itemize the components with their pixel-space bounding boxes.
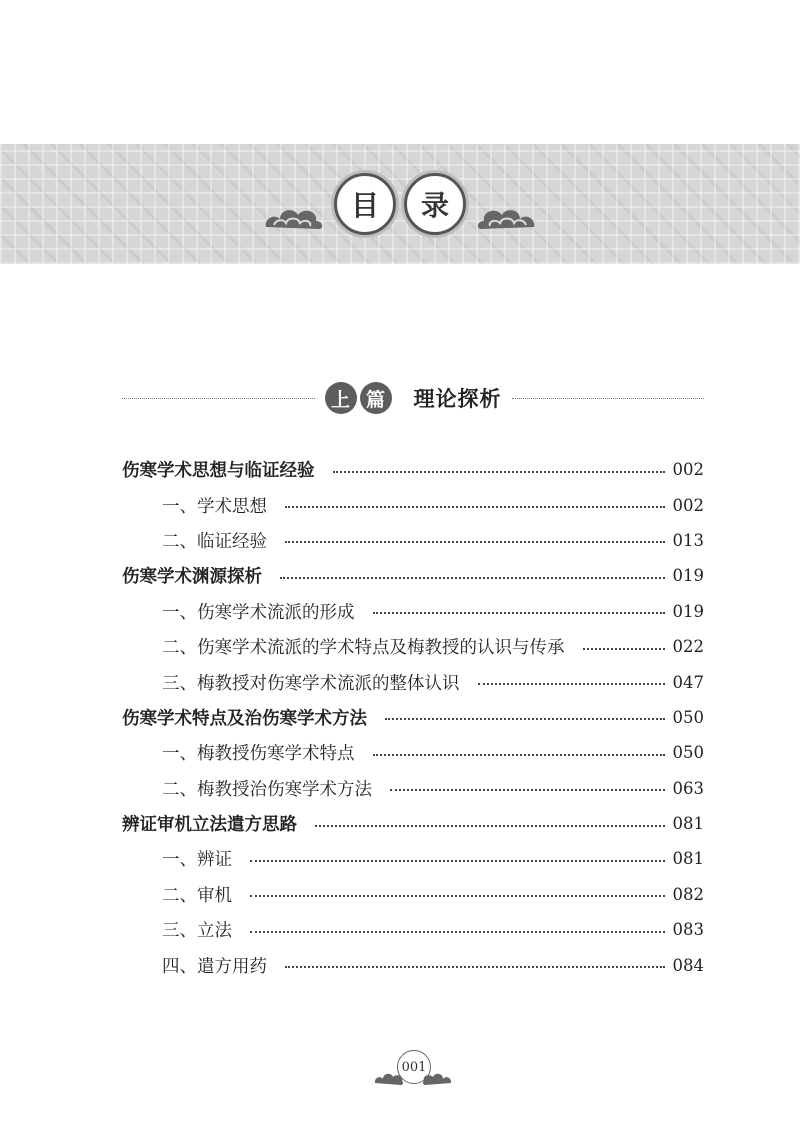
banner-title [0,166,800,242]
toc-entry-page: 081 [672,849,704,869]
toc-entry-page: 013 [672,530,704,550]
table-of-contents [122,452,704,983]
toc-section-entry[interactable] [122,735,704,770]
toc-leader-dots [285,506,665,508]
part-badges [325,382,392,414]
toc-section-entry[interactable] [122,594,704,629]
toc-leader-dots [373,754,665,756]
toc-entry-page: 084 [672,955,704,975]
toc-entry-title: 一、梅教授伤寒学术特点 [162,744,355,765]
toc-chapter-entry[interactable] [122,700,704,735]
toc-leader-dots [280,577,665,579]
title-char-lu: 录 [404,173,466,235]
toc-leader-dots [390,789,665,791]
toc-section-entry[interactable] [122,771,704,806]
toc-leader-dots [478,683,665,685]
toc-entry-title: 二、梅教授治伤寒学术方法 [162,779,372,800]
part-badge: 上 [325,382,357,414]
toc-entry-page: 019 [672,601,704,621]
toc-chapter-entry[interactable] [122,558,704,593]
toc-entry-title: 一、伤寒学术流派的形成 [162,602,355,623]
toc-chapter-entry[interactable] [122,806,704,841]
toc-section-entry[interactable] [122,664,704,699]
toc-entry-page: 050 [672,707,704,727]
part-header [122,378,704,418]
toc-entry-page: 019 [672,566,704,586]
part-rule-right [512,398,705,399]
toc-entry-page: 022 [672,637,704,657]
toc-entry-title: 伤寒学术思想与临证经验 [122,461,315,482]
toc-entry-title: 二、审机 [162,885,232,906]
toc-leader-dots [583,648,665,650]
toc-entry-title: 三、梅教授对伤寒学术流派的整体认识 [162,673,460,694]
toc-section-entry[interactable] [122,947,704,982]
toc-entry-title: 一、学术思想 [162,496,267,517]
toc-entry-page: 050 [672,743,704,763]
toc-entry-page: 002 [672,495,704,515]
toc-leader-dots [285,966,665,968]
toc-entry-title: 二、伤寒学术流派的学术特点及梅教授的认识与传承 [162,638,565,659]
toc-leader-dots [250,895,665,897]
toc-entry-title: 二、临证经验 [162,531,267,552]
toc-section-entry[interactable] [122,629,704,664]
part-badge: 篇 [360,382,392,414]
toc-entry-title: 辨证审机立法遣方思路 [122,815,297,836]
toc-section-entry[interactable] [122,877,704,912]
toc-leader-dots [373,612,665,614]
toc-entry-title: 伤寒学术渊源探析 [122,567,262,588]
toc-leader-dots [333,471,665,473]
toc-entry-page: 083 [672,920,704,940]
toc-section-entry[interactable] [122,523,704,558]
toc-entry-title: 一、辨证 [162,850,232,871]
title-char-mu: 目 [334,173,396,235]
toc-leader-dots [250,860,665,862]
header-banner [0,144,800,264]
toc-leader-dots [385,718,665,720]
toc-entry-title: 伤寒学术特点及治伤寒学术方法 [122,708,367,729]
part-title: 理论探析 [413,386,502,411]
toc-entry-page: 082 [672,884,704,904]
part-rule-left [122,398,315,399]
toc-leader-dots [250,931,665,933]
toc-entry-title: 三、立法 [162,921,232,942]
page-number: 001 [397,1050,431,1084]
cloud-ornament-left-icon [262,203,326,233]
toc-entry-title: 四、遣方用药 [162,956,267,977]
toc-section-entry[interactable] [122,487,704,522]
folio-cloud-right-icon [421,1070,453,1086]
toc-chapter-entry[interactable] [122,452,704,487]
toc-entry-page: 047 [672,672,704,692]
toc-section-entry[interactable] [122,841,704,876]
toc-leader-dots [285,541,665,543]
toc-section-entry[interactable] [122,912,704,947]
toc-entry-page: 002 [672,460,704,480]
cloud-ornament-right-icon [474,203,538,233]
toc-entry-page: 063 [672,778,704,798]
toc-entry-page: 081 [672,814,704,834]
toc-leader-dots [315,825,665,827]
page-folio [373,1048,453,1092]
